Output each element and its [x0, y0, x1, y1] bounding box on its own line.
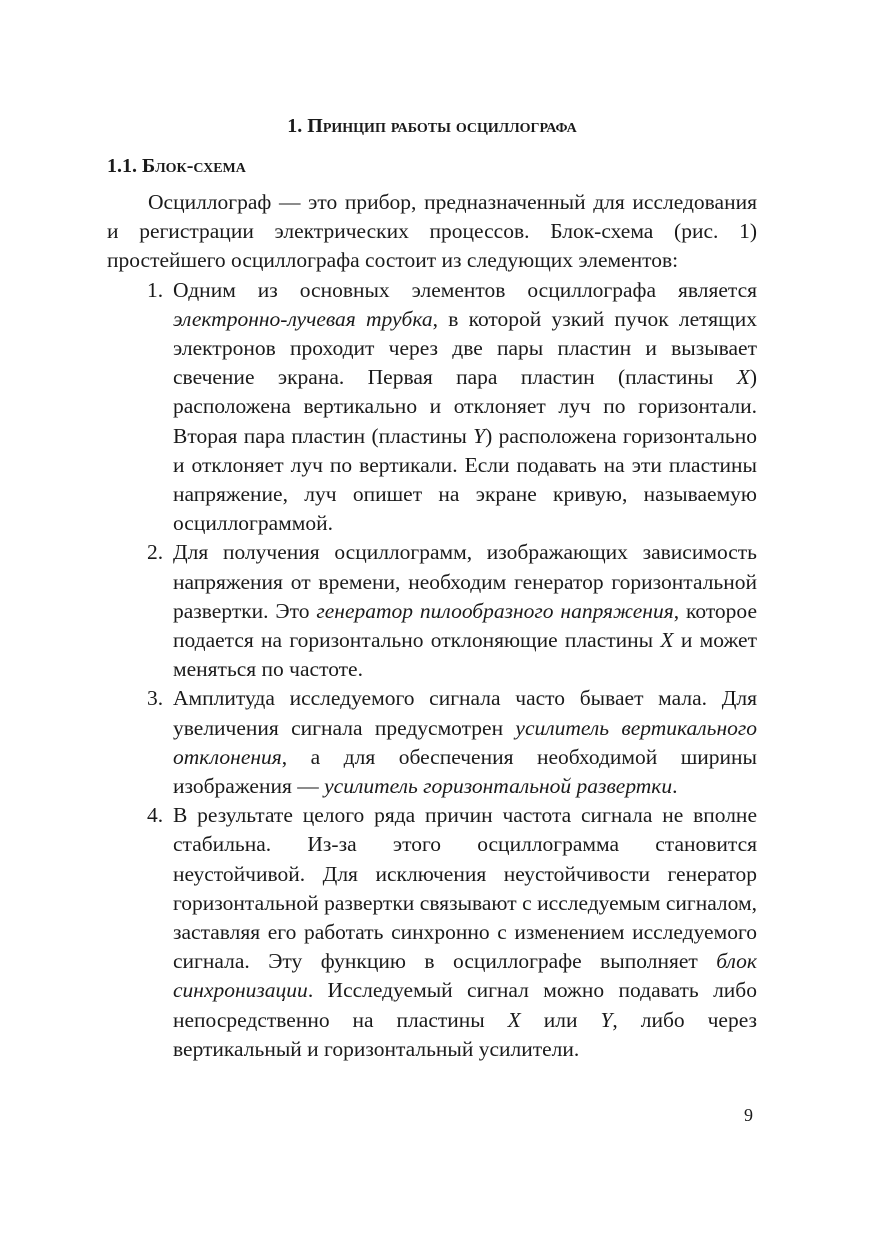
plate-y: Y: [473, 423, 486, 448]
term-horizontal-amplifier: усилитель горизонтальной развертки: [324, 774, 673, 799]
list-item: [107, 684, 757, 801]
list-item-text: Для получения осциллограмм, изображающих зависимость напряжения от времени, необходим генератор горизонтальной развертки. Это: [173, 540, 757, 623]
list-item-text: ) расположена вертикально и отклоняет луч по горизонтали. Вторая пара пластин (пластины: [173, 365, 757, 448]
section-title: 1.1. Блок-схема: [107, 155, 246, 177]
plate-x: X: [660, 628, 674, 653]
plate-x: X: [736, 365, 750, 390]
term-sawtooth-generator: генератор пилообразного напряжения: [316, 598, 674, 623]
list-item: [107, 801, 757, 1064]
list-item-text: , которое подается на горизонтально отклоняющие пластины: [173, 598, 757, 653]
list-item-text: .: [672, 774, 678, 799]
list-item-text: или: [520, 1007, 601, 1032]
list-item-text: В результате целого ряда причин частота сигнала не вполне стабильна. Из-за этого осциллограмма становится неустойчивой. Для исключения неустойчивости генератор горизонтальной развертки связывают с исследуемым сигналом, заставляя его работать синхронно с изменением исследуемого сигнала. Эту функцию в осциллографе выполняет: [173, 803, 757, 974]
term-vertical-amplifier: усилитель вертикального отклонения: [173, 715, 757, 769]
plate-x: X: [507, 1007, 521, 1032]
list-item-text: , в которой узкий пучок летящих электронов проходит через две пары пластин и вызывает свечение экрана. Первая пара пластин (пластины: [173, 306, 757, 390]
list-item-text: Амплитуда исследуемого сигнала часто бывает мала. Для увеличения сигнала предусмотрен: [173, 686, 757, 740]
page-number: 9: [744, 1105, 753, 1125]
list-item-text: ) расположена горизонтально и отклоняет луч по вертикали. Если подавать на эти пластины напряжение, луч опишет на экране кривую, называемую осциллограммой.: [173, 423, 757, 536]
term-crt: электронно-лучевая трубка: [173, 306, 433, 331]
list-item-text: и может меняться по частоте.: [173, 628, 757, 682]
list-item-number: 2.: [147, 540, 164, 565]
page-body: [107, 112, 757, 1064]
list-item-text: , либо через вертикальный и горизонтальный усилители.: [173, 1007, 757, 1061]
list-item-number: 4.: [147, 803, 164, 828]
list-item-number: 3.: [147, 686, 164, 711]
list-item: [107, 538, 757, 684]
list-item-text: , а для обеспечения необходимой ширины изображения —: [173, 744, 757, 799]
list-item-text: . Исследуемый сигнал можно подавать либо непосредственно на пластины: [173, 978, 757, 1032]
list-item-number: 1.: [147, 277, 164, 302]
list-item: [107, 276, 757, 539]
term-sync-block: блок синхронизации: [173, 949, 757, 1003]
plate-y: Y: [600, 1007, 613, 1032]
elements-list: [107, 276, 757, 1064]
list-item-text: Одним из основных элементов осциллографа является: [173, 277, 757, 302]
chapter-title: 1. Принцип работы осциллографа: [287, 115, 577, 137]
intro-paragraph: Осциллограф — это прибор, предназначенный для исследования и регистрации электрических процессов. Блок-схема (рис. 1) простейшего осциллографа состоит из следующих элементов:: [107, 190, 757, 273]
